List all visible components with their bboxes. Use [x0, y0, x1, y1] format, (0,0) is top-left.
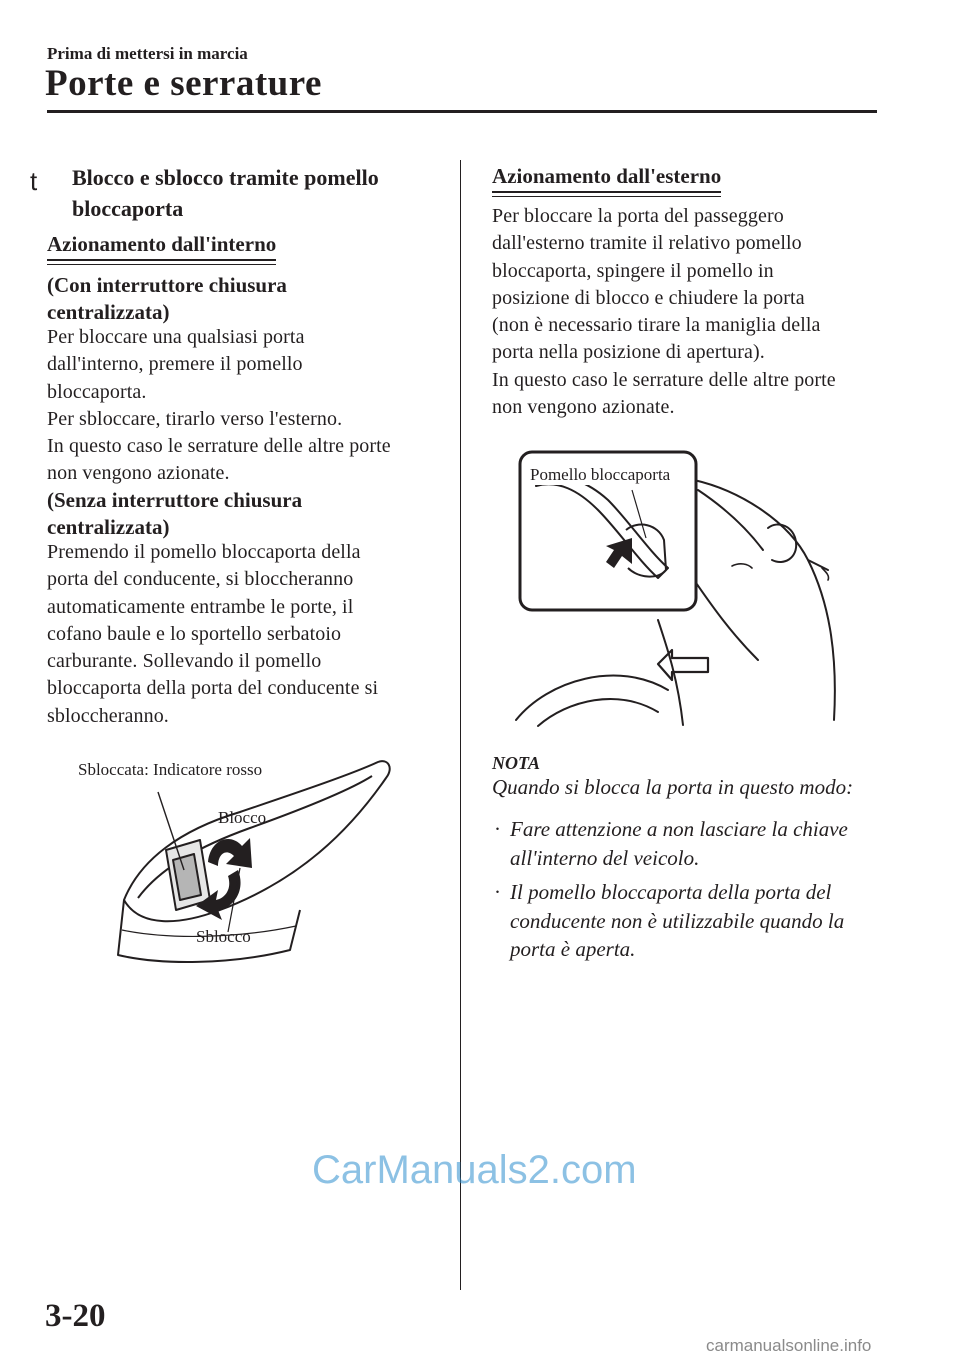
text-line: porta del conducente, si bloccheranno — [47, 568, 354, 591]
note-bullet — [492, 815, 892, 872]
text-line: sbloccheranno. — [47, 704, 169, 727]
note-intro: Quando si blocca la porta in questo modo: — [492, 775, 854, 799]
without-switch-text — [47, 539, 447, 730]
header-rule — [47, 110, 877, 113]
text-line: (non è necessario tirare la maniglia della — [492, 314, 821, 337]
text-line: dall'interno, premere il pomello — [47, 353, 303, 376]
page-title: Porte e serrature — [45, 63, 322, 104]
text-line: non vengono azionate. — [492, 396, 675, 419]
with-switch-text — [47, 324, 447, 488]
text-line: carburante. Sollevando il pomello — [47, 650, 322, 673]
text-line: non vengono azionate. — [47, 462, 230, 485]
subheading-outside: Azionamento dall'esterno — [492, 164, 721, 193]
text-line: automaticamente entrambe le porte, il — [47, 595, 354, 618]
column-divider — [460, 160, 461, 1290]
section-title: Blocco e sblocco tramite pomello bloccaporta — [72, 165, 379, 221]
note-bullets — [492, 815, 892, 970]
with-switch-heading: (Con interruttore chiusura centralizzata) — [47, 273, 287, 324]
text-line: In questo caso le serrature delle altre porte — [492, 368, 836, 391]
text-line: In questo caso le serrature delle altre porte — [47, 435, 391, 458]
text-line: Per bloccare una qualsiasi porta — [47, 326, 305, 348]
text-line: bloccaporta, spingere il pomello in — [492, 259, 774, 282]
note-heading: NOTA — [492, 753, 541, 773]
exterior-door-illustration — [508, 450, 860, 732]
text-line: bloccaporta della porta del conducente si — [47, 677, 379, 700]
note-bullet — [492, 878, 892, 964]
text-line: cofano baule e lo sportello serbatoio — [47, 622, 342, 645]
breadcrumb: Prima di mettersi in marcia — [47, 44, 248, 63]
text-line: Per sbloccare, tirarlo verso l'esterno. — [47, 407, 343, 430]
text-line: dall'esterno tramite il relativo pomello — [492, 232, 802, 255]
text-line: Per bloccare la porta del passeggero — [492, 205, 784, 227]
text-line: Premendo il pomello bloccaporta della — [47, 541, 361, 563]
without-switch-heading: (Senza interruttore chiusura centralizzata) — [47, 488, 303, 539]
exterior-door-figure — [508, 450, 860, 732]
interior-lock-figure — [78, 750, 420, 980]
bullet-dot-icon: · — [494, 880, 501, 904]
note-bullet-text: Fare attenzione a non lasciare la chiave all'interno del veicolo. — [510, 817, 848, 870]
knob-label: Pomello bloccaporta — [530, 465, 671, 484]
text-line: porta nella posizione di apertura). — [492, 341, 765, 364]
unlock-label: Sblocco — [196, 927, 251, 946]
bullet-dot-icon: · — [494, 817, 501, 841]
watermark: CarManuals2.com — [312, 1148, 637, 1192]
page-number: 3-20 — [45, 1298, 106, 1334]
text-line: posizione di blocco e chiudere la porta — [492, 286, 805, 309]
interior-lock-illustration — [100, 750, 420, 980]
outside-text — [492, 203, 902, 421]
note-bullet-text: Il pomello bloccaporta della porta del conducente non è utilizzabile quando la porta è aperta. — [510, 880, 845, 961]
lock-label: Blocco — [218, 808, 267, 827]
section-marker-icon: t — [30, 166, 38, 196]
text-line: bloccaporta. — [47, 380, 147, 403]
subheading-inside: Azionamento dall'interno — [47, 232, 276, 261]
footer-watermark: carmanualsonline.info — [706, 1336, 872, 1355]
indicator-label: Sbloccata: Indicatore rosso — [78, 760, 263, 779]
